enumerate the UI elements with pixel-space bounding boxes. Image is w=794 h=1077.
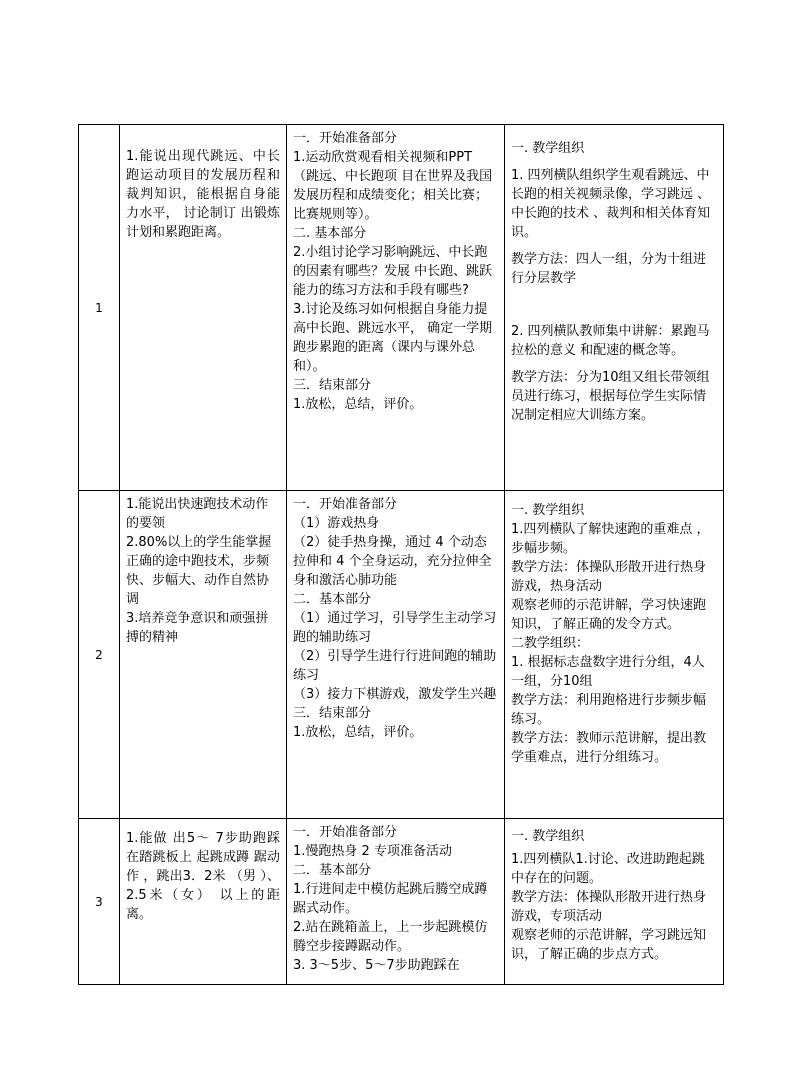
content-text: （2）徒手热身操，通过 4 个动态拉伸和 4 个全身运动，充分拉伸全身和激活心肺功能 bbox=[293, 535, 492, 588]
row-number: 1 bbox=[79, 125, 120, 491]
org-text: 教学方法：体操队形散开进行热身游戏，热身活动 bbox=[511, 560, 707, 594]
section-heading: 一．开始准备部分 bbox=[293, 131, 398, 146]
goal-text: 3.培养竞争意识和顽强拼搏的精神 bbox=[126, 611, 269, 645]
goal-text: 1.能做 出5～ 7步助跑踩 在踏跳板上 起跳成蹲 踞动作 ，跳出3．2米 （男 ）、2.5米（女） 以上的距离。 bbox=[126, 831, 280, 922]
table-row bbox=[79, 819, 724, 985]
organization-cell bbox=[505, 819, 724, 985]
org-text: 教学方法：分为10组又组长带领组员进行练习，根据每位学生实际情况制定相应大训练方案。 bbox=[511, 370, 710, 423]
content-text: （1）游戏热身 bbox=[293, 516, 380, 531]
content-text: 2.站在跳箱盖上，上一步起跳模仿腾空步接蹲踞动作。 bbox=[293, 920, 488, 954]
content-text: （1）通过学习，引导学生主动学习跑的辅助练习 bbox=[293, 611, 497, 645]
org-text: 教学方法：利用跑格进行步频步幅练习。 bbox=[511, 693, 707, 727]
section-heading: 一．开始准备部分 bbox=[293, 825, 398, 840]
row-number: 3 bbox=[79, 819, 120, 985]
org-text: 观察老师的示范讲解，学习跳远知识，了解正确的步点方式。 bbox=[511, 928, 707, 962]
organization-cell bbox=[505, 491, 724, 819]
content-text: 3.讨论及练习如何根据自身能力提高中长跑、跳远水平， 确定一学期跑步累跑的距离（课内与课外总和）。 bbox=[293, 302, 493, 374]
content-cell bbox=[287, 491, 505, 819]
goals-cell bbox=[120, 125, 287, 491]
content-text: 2.小组讨论学习影响跳远、中长跑的因素有哪些？发展 中长跑、跳跃能力的练习方法和手段有哪些? bbox=[293, 245, 493, 298]
table-row bbox=[79, 491, 724, 819]
org-text: 教学方法：教师示范讲解，提出教学重难点，进行分组练习。 bbox=[511, 731, 707, 765]
goal-text: 1.能说出现代跳远、中长跑运动项目的发展历程和裁判知识，能根据自身能力水平， 讨论制订 出锻炼计划和累跑距离。 bbox=[126, 149, 280, 240]
content-text: 1.放松，总结，评价。 bbox=[293, 397, 423, 412]
table-row bbox=[79, 125, 724, 491]
org-text: 教学方法：体操队形散开进行热身游戏，专项活动 bbox=[511, 890, 707, 924]
content-text: （2）引导学生进行行进间跑的辅助练习 bbox=[293, 649, 497, 683]
content-text: （3）接力下棋游戏，激发学生兴趣 bbox=[293, 687, 497, 702]
section-heading: 二．基本部分 bbox=[293, 592, 372, 607]
lesson-plan-table bbox=[78, 124, 724, 985]
section-heading: 三．结束部分 bbox=[293, 706, 372, 721]
org-text: 1. 四列横队组织学生观看跳远、中长跑的相关视频录像，学习跳远 、中长跑的技术 、裁判和相关体育知识。 bbox=[511, 168, 711, 240]
org-text: 1. 根据标志盘数字进行分组，4人一组，分10组 bbox=[511, 655, 705, 689]
content-text: 1.放松，总结，评价。 bbox=[293, 725, 423, 740]
content-text: 1.行进间走中模仿起跳后腾空成蹲踞式动作。 bbox=[293, 882, 488, 916]
content-cell bbox=[287, 819, 505, 985]
goal-text: 2.80%以上的学生能掌握正确的途中跑技术，步频快、步幅大、动作自然协调 bbox=[126, 535, 272, 607]
org-text: 教学方法：四人一组，分为十组进行分层教学 bbox=[511, 252, 707, 286]
org-text: 1.四列横队1.讨论、改进助跑起跳中存在的问题。 bbox=[511, 852, 705, 886]
section-heading: 一. 教学组织 bbox=[511, 829, 585, 844]
content-text: 1.运动欣赏观看相关视频和PPT（跳远、中长跑项 目在世界及我国发展历程和成绩变化；相关比赛； 比赛规则等）。 bbox=[293, 150, 493, 222]
row-number: 2 bbox=[79, 491, 120, 819]
org-text: 观察老师的示范讲解，学习快速跑知识，了解正确的发令方式。 bbox=[511, 598, 707, 632]
org-text: 1.四列横队了解快速跑的重难点 ，步幅步频。 bbox=[511, 522, 710, 556]
section-heading: 一. 教学组织 bbox=[511, 503, 585, 518]
content-cell bbox=[287, 125, 505, 491]
section-heading: 二. 基本部分 bbox=[293, 226, 367, 241]
section-heading: 一．开始准备部分 bbox=[293, 497, 398, 512]
goals-cell bbox=[120, 819, 287, 985]
goals-cell bbox=[120, 491, 287, 819]
org-text: 2. 四列横队教师集中讲解：累跑马拉松的意义 和配速的概念等。 bbox=[511, 324, 710, 358]
content-text: 3. 3～5步、5～7步助跑踩在 bbox=[293, 958, 460, 973]
section-heading: 二．基本部分 bbox=[293, 863, 372, 878]
section-heading: 三．结束部分 bbox=[293, 378, 372, 393]
goal-text: 1.能说出快速跑技术动作的要领 bbox=[126, 497, 269, 531]
section-heading: 二教学组织： bbox=[511, 636, 590, 651]
organization-cell bbox=[505, 125, 724, 491]
content-text: 1.慢跑热身 2 专项准备活动 bbox=[293, 844, 452, 859]
section-heading: 一. 教学组织 bbox=[511, 141, 585, 156]
